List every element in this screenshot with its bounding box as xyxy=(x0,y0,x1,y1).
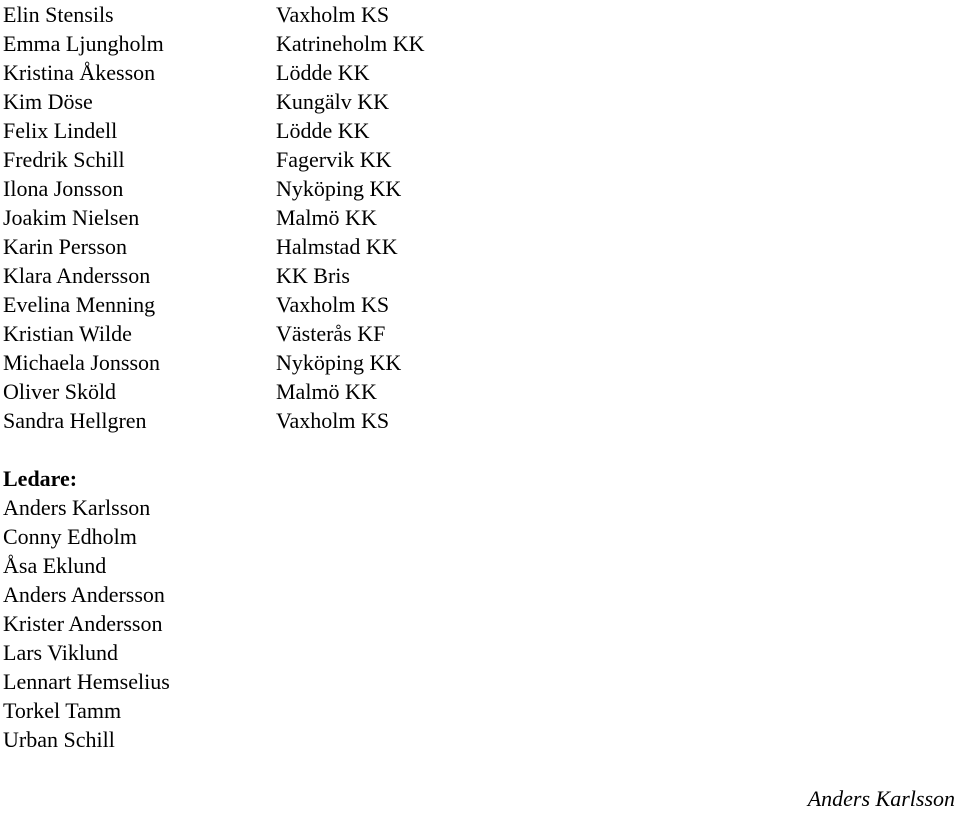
leaders-heading: Ledare: xyxy=(3,466,78,491)
leader-name: Lennart Hemselius xyxy=(3,669,170,694)
roster-row xyxy=(3,58,603,87)
roster-row xyxy=(3,406,603,435)
author-signature: Anders Karlsson xyxy=(807,786,955,811)
participant-club: Halmstad KK xyxy=(276,234,398,259)
participant-name: Karin Persson xyxy=(3,234,128,259)
participant-club: Vaxholm KS xyxy=(276,292,390,317)
roster-row xyxy=(3,232,603,261)
leader-name: Conny Edholm xyxy=(3,524,137,549)
participant-club: Katrineholm KK xyxy=(276,31,425,56)
roster-row xyxy=(3,377,603,406)
participant-name: Sandra Hellgren xyxy=(3,408,147,433)
participant-name: Michaela Jonsson xyxy=(3,350,161,375)
participant-name: Ilona Jonsson xyxy=(3,176,124,201)
participant-name: Kim Döse xyxy=(3,89,93,114)
roster-row xyxy=(3,116,603,145)
participant-club: Lödde KK xyxy=(276,118,370,143)
participant-name: Fredrik Schill xyxy=(3,147,125,172)
participant-name: Elin Stensils xyxy=(3,2,114,27)
participant-club: Nyköping KK xyxy=(276,350,402,375)
participant-name: Evelina Menning xyxy=(3,292,156,317)
participant-club: Kungälv KK xyxy=(276,89,390,114)
participant-club: Vaxholm KS xyxy=(276,408,390,433)
participant-name: Felix Lindell xyxy=(3,118,118,143)
participant-club: Lödde KK xyxy=(276,60,370,85)
leader-name: Åsa Eklund xyxy=(3,553,107,578)
participant-club: KK Bris xyxy=(276,263,350,288)
participant-name: Kristian Wilde xyxy=(3,321,132,346)
participant-club: Vaxholm KS xyxy=(276,2,390,27)
participant-club: Fagervik KK xyxy=(276,147,392,172)
participant-club: Malmö KK xyxy=(276,205,377,230)
participant-name: Joakim Nielsen xyxy=(3,205,140,230)
leader-name: Urban Schill xyxy=(3,727,115,752)
leader-name: Anders Andersson xyxy=(3,582,165,607)
roster-row xyxy=(3,261,603,290)
leader-name: Torkel Tamm xyxy=(3,698,122,723)
roster-row xyxy=(3,145,603,174)
roster-row xyxy=(3,203,603,232)
participant-name: Kristina Åkesson xyxy=(3,60,156,85)
participant-club: Malmö KK xyxy=(276,379,377,404)
participant-name: Oliver Sköld xyxy=(3,379,117,404)
leaders-section xyxy=(3,464,403,754)
roster-row xyxy=(3,290,603,319)
roster-row xyxy=(3,319,603,348)
roster-row xyxy=(3,174,603,203)
participant-club: Västerås KF xyxy=(276,321,386,346)
roster-row xyxy=(3,0,603,29)
leader-name: Krister Andersson xyxy=(3,611,163,636)
participant-roster xyxy=(3,0,603,435)
roster-row xyxy=(3,87,603,116)
roster-row xyxy=(3,348,603,377)
participant-name: Emma Ljungholm xyxy=(3,31,164,56)
leader-name: Lars Viklund xyxy=(3,640,118,665)
participant-club: Nyköping KK xyxy=(276,176,402,201)
leader-name: Anders Karlsson xyxy=(3,495,151,520)
roster-row xyxy=(3,29,603,58)
participant-name: Klara Andersson xyxy=(3,263,151,288)
